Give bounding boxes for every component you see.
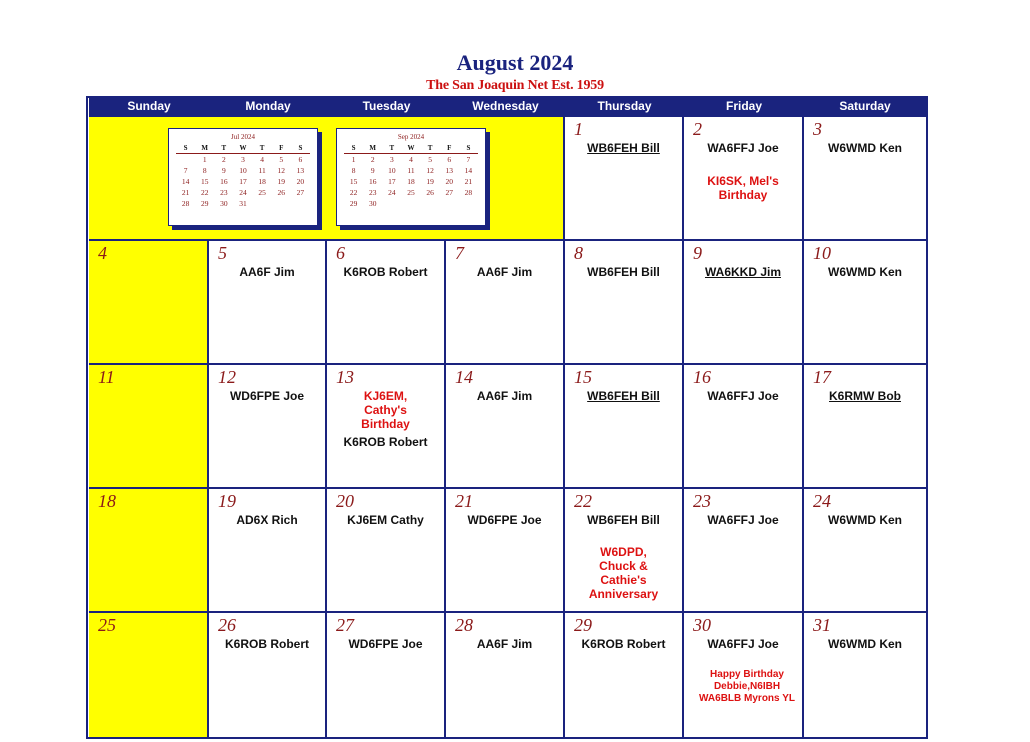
weekday-sunday: Sunday <box>127 99 171 113</box>
mini-date: 21 <box>464 177 473 186</box>
day-number: 10 <box>813 243 831 263</box>
day-cell-5[interactable] <box>209 241 327 365</box>
mini-day-header: T <box>253 143 272 154</box>
net-control-entry: WB6FEH Bill <box>587 141 660 155</box>
event-note: KI6SK, Mel's Birthday <box>707 174 779 202</box>
day-cell-13[interactable] <box>327 365 446 489</box>
net-control-entry: K6RMW Bob <box>829 389 901 403</box>
mini-date: 12 <box>277 166 286 175</box>
mini-date: 13 <box>296 166 305 175</box>
mini-date: 1 <box>351 155 356 164</box>
mini-date: 26 <box>277 188 286 197</box>
mini-day-header: F <box>272 143 291 154</box>
page-title: August 2024 <box>456 50 574 75</box>
mini-calendar-title: Jul 2024 <box>231 133 255 141</box>
mini-date: 17 <box>239 177 247 186</box>
mini-date <box>272 198 291 209</box>
day-number: 29 <box>574 615 592 635</box>
mini-calendar-september <box>336 128 486 226</box>
net-control-entry: W6WMD Ken <box>828 513 902 527</box>
net-control-entry: W6WMD Ken <box>828 141 902 155</box>
mini-calendar-table <box>176 143 310 209</box>
mini-date: 28 <box>181 199 190 208</box>
net-control-entry: AA6F Jim <box>476 265 533 279</box>
day-cell-4[interactable] <box>89 241 209 365</box>
day-number: 6 <box>336 243 345 263</box>
day-cell-23[interactable] <box>684 489 804 613</box>
mini-date: 16 <box>220 177 228 186</box>
day-number: 23 <box>693 491 711 511</box>
mini-date: 27 <box>296 188 305 197</box>
mini-date: 24 <box>239 188 247 197</box>
mini-date <box>382 198 401 209</box>
mini-date: 4 <box>409 155 413 164</box>
day-cell-21[interactable] <box>446 489 565 613</box>
day-cell-2[interactable] <box>684 117 804 241</box>
day-number: 11 <box>98 367 115 387</box>
day-number: 4 <box>98 243 107 263</box>
day-number: 17 <box>813 367 831 387</box>
day-number: 24 <box>813 491 831 511</box>
day-number: 26 <box>218 615 236 635</box>
mini-day-header: F <box>440 143 459 154</box>
mini-date: 7 <box>466 155 471 164</box>
net-control-entry: WD6FPE Joe <box>229 389 304 403</box>
day-cell-29[interactable] <box>565 613 684 739</box>
mini-date: 8 <box>202 166 207 175</box>
event-note: KJ6EM, Cathy's Birthday <box>361 389 410 431</box>
mini-date: 2 <box>370 155 375 164</box>
mini-date <box>440 198 459 209</box>
day-cell-7[interactable] <box>446 241 565 365</box>
event-note: Happy Birthday Debbie,N6IBH WA6BLB Myrons YL <box>699 669 795 704</box>
day-number: 3 <box>813 119 822 139</box>
day-cell-20[interactable] <box>327 489 446 613</box>
mini-date: 14 <box>181 177 190 186</box>
mini-date: 14 <box>464 166 473 175</box>
mini-day-header: T <box>382 143 401 154</box>
mini-day-header: M <box>195 143 214 154</box>
day-cell-3[interactable] <box>804 117 926 241</box>
weekday-friday: Friday <box>725 99 762 113</box>
day-number: 22 <box>574 491 592 511</box>
day-number: 15 <box>574 367 592 387</box>
mini-date: 13 <box>445 166 454 175</box>
day-number: 8 <box>574 243 583 263</box>
mini-date: 17 <box>388 177 396 186</box>
day-cell-9[interactable] <box>684 241 804 365</box>
mini-day-header: S <box>459 143 478 154</box>
day-cell-8[interactable] <box>565 241 684 365</box>
mini-date: 5 <box>428 155 432 164</box>
mini-date: 18 <box>407 177 415 186</box>
mini-date: 10 <box>388 166 396 175</box>
weekday-saturday: Saturday <box>839 99 891 113</box>
day-number: 7 <box>455 243 464 263</box>
mini-date: 9 <box>221 166 226 175</box>
mini-date: 19 <box>277 177 286 186</box>
mini-date: 31 <box>239 199 247 208</box>
weekday-wednesday: Wednesday <box>472 99 539 113</box>
mini-date: 29 <box>200 199 209 208</box>
mini-day-header: M <box>363 143 382 154</box>
day-cell-22[interactable] <box>565 489 684 613</box>
day-cell-14[interactable] <box>446 365 565 489</box>
mini-date: 21 <box>181 188 190 197</box>
mini-date: 28 <box>464 188 473 197</box>
weekday-tuesday: Tuesday <box>362 99 411 113</box>
mini-date: 10 <box>239 166 247 175</box>
day-cell-24[interactable] <box>804 489 926 613</box>
net-control-entry: K6ROB Robert <box>581 637 666 651</box>
mini-date: 30 <box>220 199 228 208</box>
mini-date: 1 <box>202 155 207 164</box>
mini-date <box>421 198 440 209</box>
net-control-entry: WD6FPE Joe <box>467 513 542 527</box>
mini-day-header: T <box>214 143 233 154</box>
mini-date: 15 <box>200 177 209 186</box>
net-control-entry: WA6FFJ Joe <box>707 389 779 403</box>
mini-date: 24 <box>388 188 396 197</box>
mini-date: 3 <box>241 155 245 164</box>
mini-date: 20 <box>296 177 305 186</box>
net-control-entry: K6ROB Robert <box>343 265 428 279</box>
mini-calendar-title: Sep 2024 <box>397 133 425 141</box>
mini-date: 4 <box>260 155 264 164</box>
mini-date: 25 <box>407 188 415 197</box>
mini-date: 2 <box>221 155 226 164</box>
net-control-entry: W6WMD Ken <box>828 265 902 279</box>
net-control-entry: WA6FFJ Joe <box>707 141 779 155</box>
mini-date <box>253 198 272 209</box>
day-cell-16[interactable] <box>684 365 804 489</box>
day-cell-10[interactable] <box>804 241 926 365</box>
day-number: 21 <box>455 491 473 511</box>
day-number: 14 <box>455 367 473 387</box>
mini-date: 5 <box>279 155 284 164</box>
mini-calendar-table <box>344 143 478 209</box>
day-cell-11[interactable] <box>89 365 209 489</box>
day-number: 13 <box>336 367 354 387</box>
weekday-header <box>89 98 926 115</box>
day-cell-31[interactable] <box>804 613 926 739</box>
mini-date: 30 <box>368 199 377 208</box>
mini-day-header: S <box>176 143 195 154</box>
mini-day-header: W <box>401 143 420 154</box>
mini-date: 23 <box>220 188 228 197</box>
net-control-entry: K6ROB Robert <box>343 435 428 449</box>
weekday-monday: Monday <box>245 99 291 113</box>
day-number: 18 <box>98 491 116 511</box>
mini-date <box>459 198 478 209</box>
mini-day-header: S <box>344 143 363 154</box>
day-cell-15[interactable] <box>565 365 684 489</box>
mini-date: 15 <box>349 177 358 186</box>
mini-date: 8 <box>351 166 356 175</box>
mini-date: 12 <box>426 166 434 175</box>
mini-date: 25 <box>258 188 266 197</box>
mini-date: 18 <box>258 177 266 186</box>
day-cell-27[interactable] <box>327 613 446 739</box>
mini-date: 3 <box>389 155 394 164</box>
day-number: 16 <box>693 367 711 387</box>
day-number: 20 <box>336 491 354 511</box>
mini-day-header: T <box>421 143 440 154</box>
day-number: 19 <box>218 491 236 511</box>
net-control-entry: AD6X Rich <box>236 513 298 527</box>
day-cell-17[interactable] <box>804 365 926 489</box>
day-cell-19[interactable] <box>209 489 327 613</box>
mini-calendar-july <box>168 128 318 226</box>
event-note: W6DPD, Chuck & Cathie's Anniversary <box>588 545 659 601</box>
day-number: 12 <box>218 367 236 387</box>
day-number: 27 <box>336 615 354 635</box>
net-control-entry: KJ6EM Cathy <box>347 513 424 527</box>
mini-date: 19 <box>426 177 434 186</box>
mini-date <box>176 154 195 166</box>
mini-day-header: S <box>291 143 310 154</box>
mini-date: 26 <box>426 188 434 197</box>
mini-date: 27 <box>445 188 454 197</box>
mini-date: 6 <box>298 155 303 164</box>
mini-date: 7 <box>183 166 188 175</box>
day-cell-30[interactable] <box>684 613 804 739</box>
day-cell-18[interactable] <box>89 489 209 613</box>
net-control-entry: WA6FFJ Joe <box>707 637 779 651</box>
day-cell-1[interactable] <box>565 117 684 241</box>
net-control-entry: WA6FFJ Joe <box>707 513 779 527</box>
mini-date: 22 <box>200 188 209 197</box>
day-number: 28 <box>455 615 473 635</box>
net-control-entry: AA6F Jim <box>476 637 533 651</box>
mini-date <box>291 198 310 209</box>
mini-date: 22 <box>349 188 358 197</box>
net-control-entry: WB6FEH Bill <box>587 265 660 279</box>
mini-day-header: W <box>233 143 252 154</box>
weekday-thursday: Thursday <box>597 99 652 113</box>
day-cell-6[interactable] <box>327 241 446 365</box>
day-number: 2 <box>693 119 702 139</box>
day-number: 5 <box>218 243 227 263</box>
mini-date: 11 <box>258 166 266 175</box>
day-number: 1 <box>574 119 583 139</box>
mini-date: 29 <box>349 199 358 208</box>
net-control-entry: W6WMD Ken <box>828 637 902 651</box>
net-control-entry: WA6KKD Jim <box>704 265 781 279</box>
day-cell-28[interactable] <box>446 613 565 739</box>
page-subtitle: The San Joaquin Net Est. 1959 <box>426 78 604 93</box>
day-number: 25 <box>98 615 116 635</box>
net-control-entry: AA6F Jim <box>476 389 533 403</box>
mini-date <box>401 198 420 209</box>
mini-date: 20 <box>445 177 454 186</box>
mini-date: 9 <box>370 166 375 175</box>
previous-month-blank-area <box>89 117 565 241</box>
day-cell-25[interactable] <box>89 613 209 739</box>
day-cell-12[interactable] <box>209 365 327 489</box>
net-control-entry: AA6F Jim <box>239 265 295 279</box>
day-cell-26[interactable] <box>209 613 327 739</box>
day-number: 30 <box>693 615 711 635</box>
net-control-entry: WB6FEH Bill <box>587 389 660 403</box>
mini-date: 16 <box>368 177 377 186</box>
mini-date: 11 <box>407 166 415 175</box>
net-control-entry: WD6FPE Joe <box>348 637 423 651</box>
net-control-entry: K6ROB Robert <box>224 637 309 651</box>
mini-date: 23 <box>368 188 377 197</box>
mini-date: 6 <box>447 155 452 164</box>
calendar-grid <box>89 115 926 737</box>
net-control-entry: WB6FEH Bill <box>587 513 660 527</box>
day-number: 31 <box>813 615 831 635</box>
day-number: 9 <box>693 243 702 263</box>
